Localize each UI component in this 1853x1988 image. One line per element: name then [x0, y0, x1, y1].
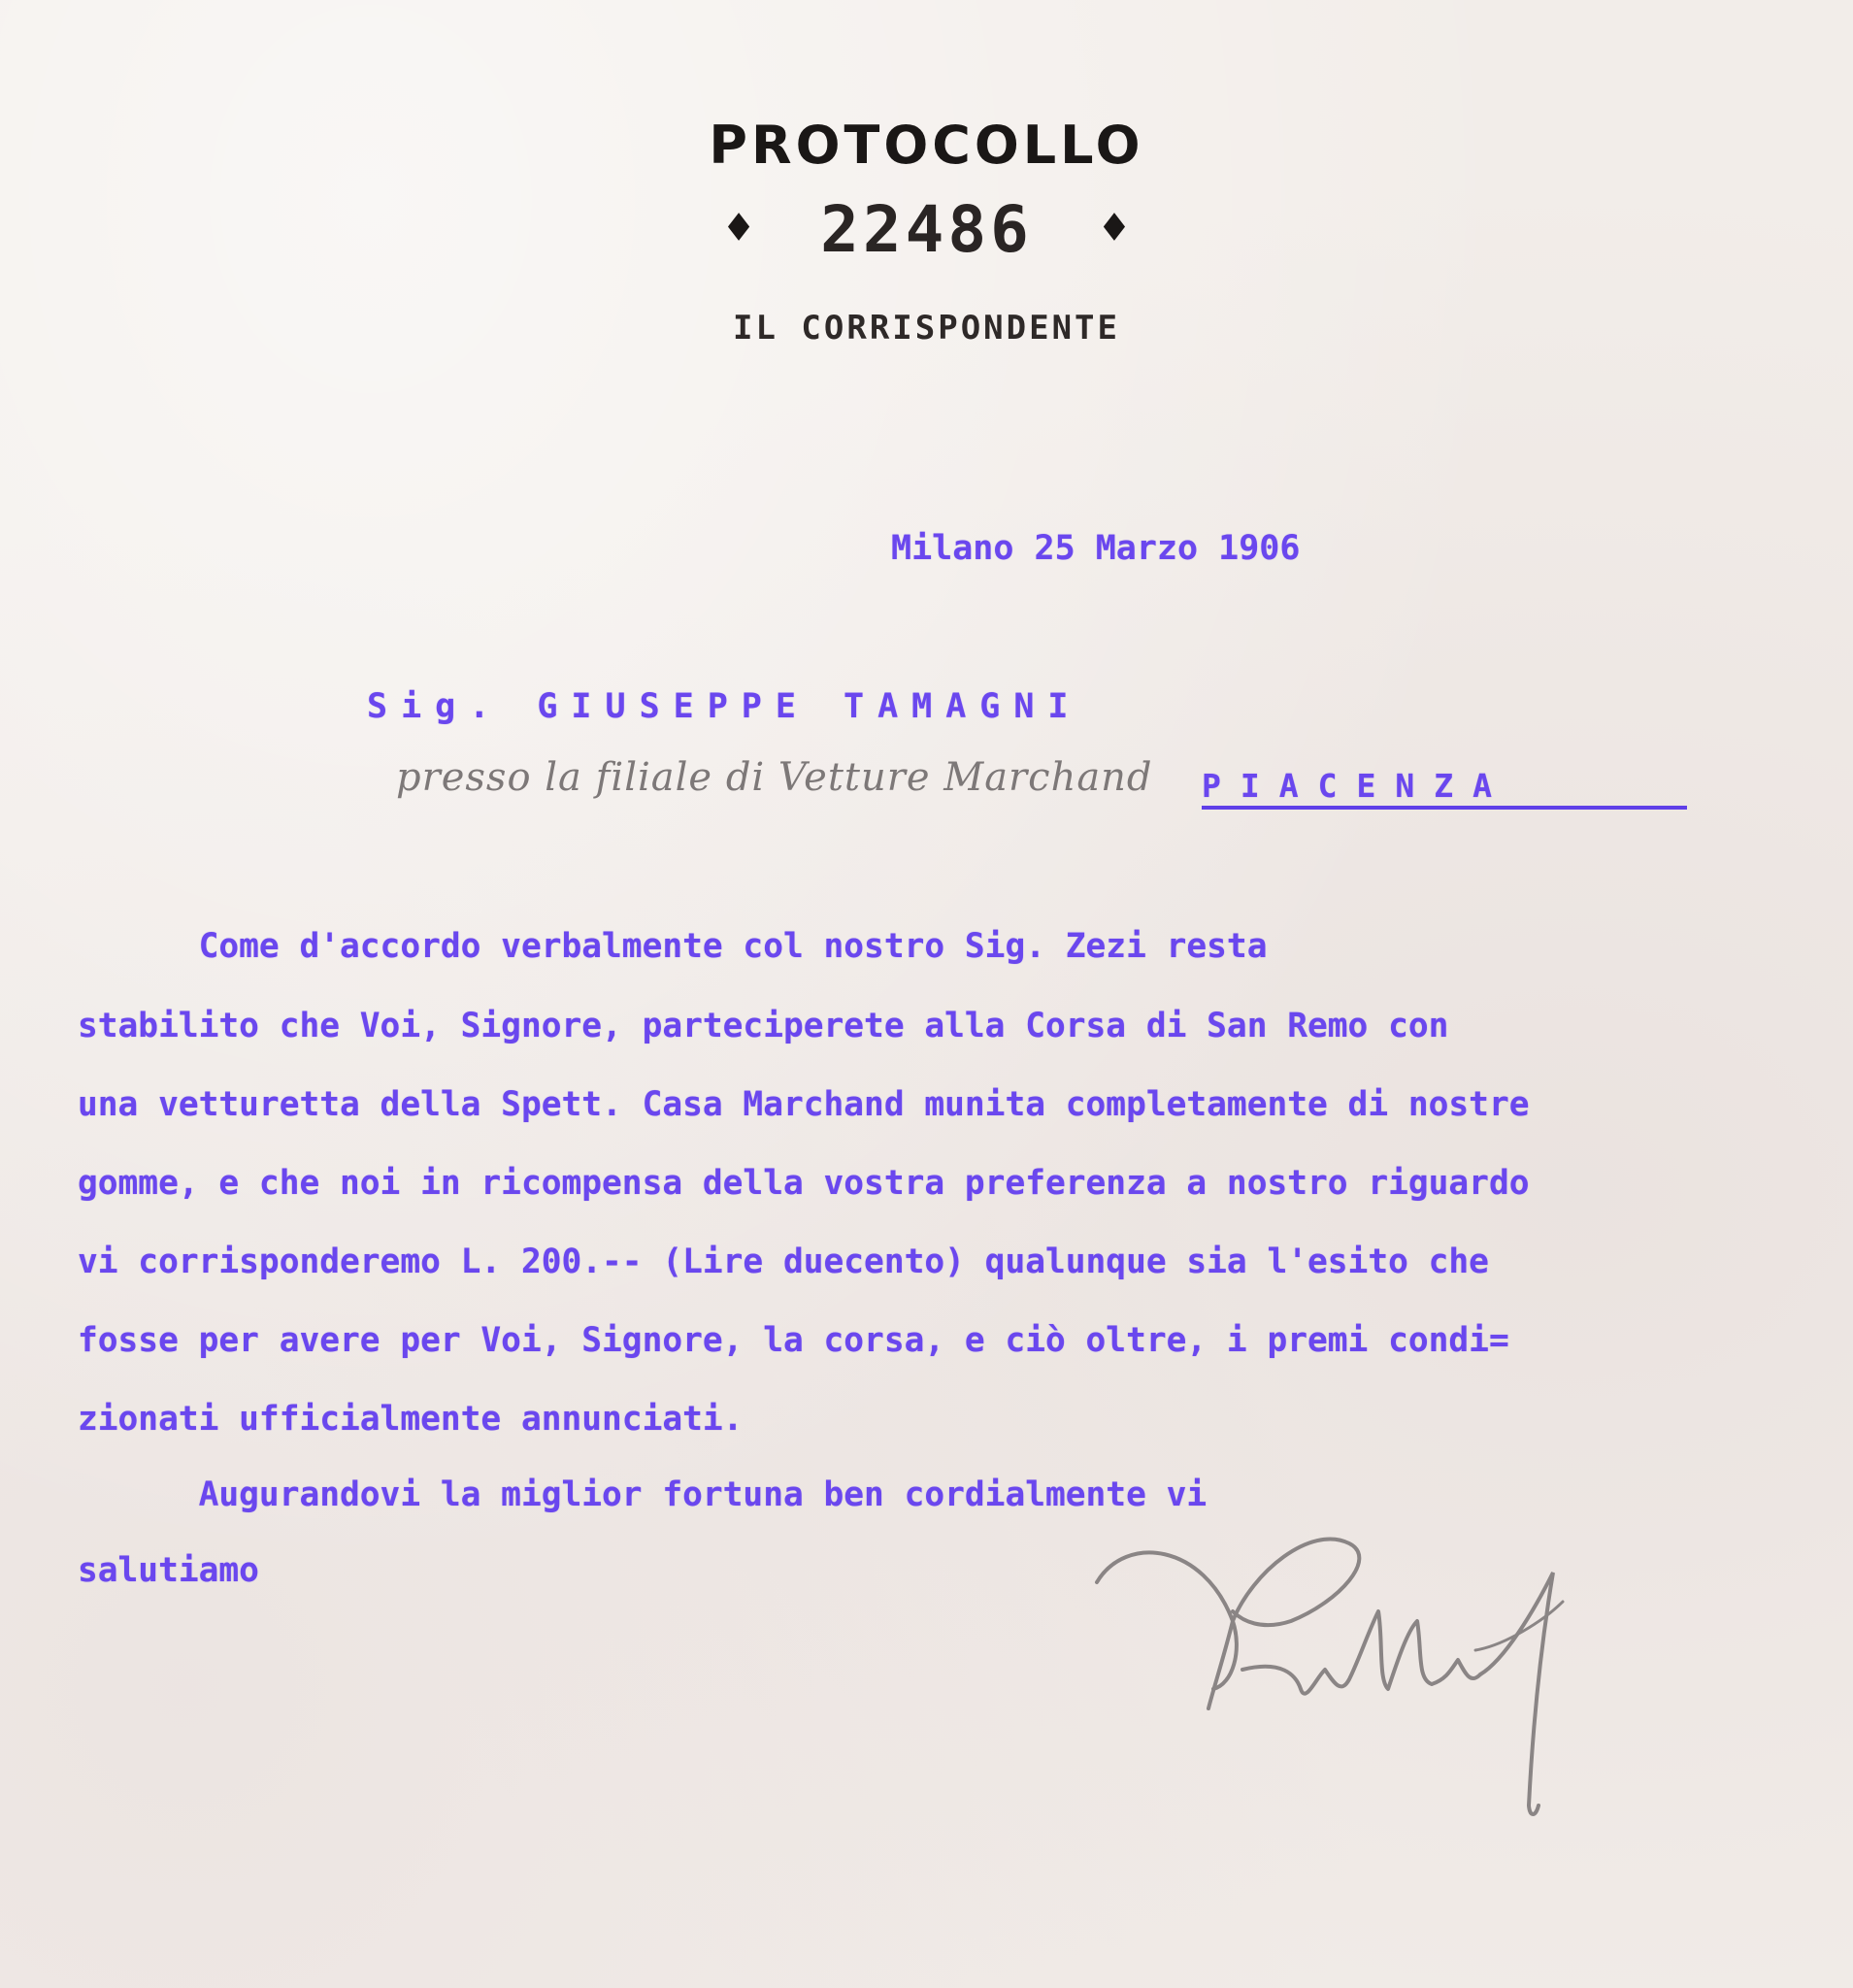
- handwritten-address: presso la filiale di Vetture Marchand: [396, 755, 1153, 800]
- recipient-city: PIACENZA: [1202, 767, 1511, 805]
- protocol-stamp-number-row: [0, 192, 1853, 267]
- body-line: zionati ufficialmente annunciati.: [78, 1400, 744, 1439]
- body-line: una vetturetta della Spett. Casa Marchand munita completamente di nostre: [78, 1085, 1530, 1124]
- closing-line: salutiamo: [78, 1551, 259, 1590]
- city-underline: [1202, 806, 1687, 810]
- protocol-number: 22486: [820, 192, 1033, 267]
- closing-line: Augurandovi la miglior fortuna ben cordialmente vi: [78, 1475, 1208, 1514]
- body-line: Come d'accordo verbalmente col nostro Sig. Zezi resta: [78, 927, 1268, 966]
- body-line: vi corrisponderemo L. 200.-- (Lire duecento) qualunque sia l'esito che: [78, 1242, 1489, 1281]
- recipient-name: Sig. GIUSEPPE TAMAGNI: [367, 687, 1082, 726]
- date-line: Milano 25 Marzo 1906: [891, 529, 1301, 568]
- fleur-de-lis-left-icon: ♦: [724, 201, 753, 255]
- body-line: stabilito che Voi, Signore, parteciperete alla Corsa di San Remo con: [78, 1007, 1449, 1045]
- handwritten-signature: [1087, 1514, 1670, 1835]
- fleur-de-lis-right-icon: ♦: [1100, 201, 1129, 255]
- body-line: fosse per avere per Voi, Signore, la corsa, e ciò oltre, i premi condi=: [78, 1321, 1509, 1360]
- body-line: gomme, e che noi in ricompensa della vostra preferenza a nostro riguardo: [78, 1164, 1530, 1203]
- protocol-stamp-title: PROTOCOLLO: [709, 115, 1144, 176]
- protocol-stamp-subtitle: IL CORRISPONDENTE: [733, 309, 1120, 348]
